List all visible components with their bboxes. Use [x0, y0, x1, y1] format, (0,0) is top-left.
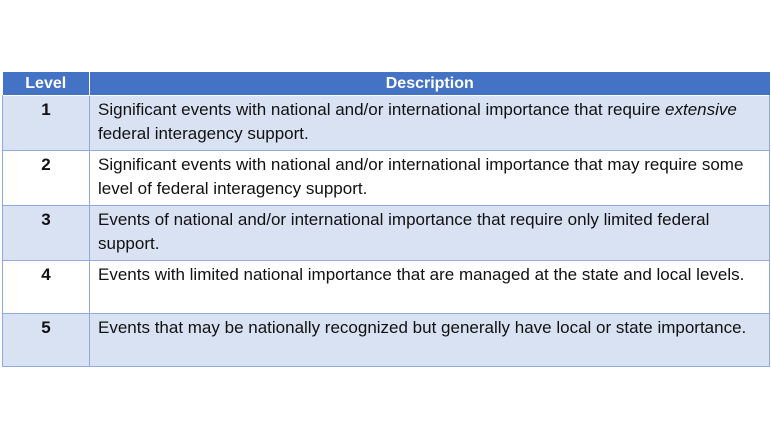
level-cell: 4 [3, 261, 90, 314]
description-cell [90, 96, 770, 151]
description-cell: Events that may be nationally recognized but generally have local or state importance. [90, 314, 770, 367]
table-body [3, 96, 770, 367]
description-cell: Events with limited national importance that are managed at the state and local levels. [90, 261, 770, 314]
description-cell: Significant events with national and/or international importance that may require some level of federal interagency support. [90, 151, 770, 206]
description-cell: Events of national and/or international importance that require only limited federal support. [90, 206, 770, 261]
table-row [3, 96, 770, 151]
table-row [3, 151, 770, 206]
level-cell: 5 [3, 314, 90, 367]
column-header-description: Description [90, 72, 770, 96]
description-emphasis: extensive [665, 100, 737, 119]
table-header [3, 72, 770, 96]
description-text: Significant events with national and/or international importance that require [98, 100, 666, 119]
column-header-level: Level [3, 72, 90, 96]
header-row [3, 72, 770, 96]
level-cell: 2 [3, 151, 90, 206]
event-levels-table [2, 72, 770, 367]
table-row [3, 206, 770, 261]
level-cell: 1 [3, 96, 90, 151]
table-row [3, 261, 770, 314]
levels-table-container [2, 72, 769, 367]
table-row [3, 314, 770, 367]
description-text: federal interagency support. [98, 124, 309, 143]
level-cell: 3 [3, 206, 90, 261]
